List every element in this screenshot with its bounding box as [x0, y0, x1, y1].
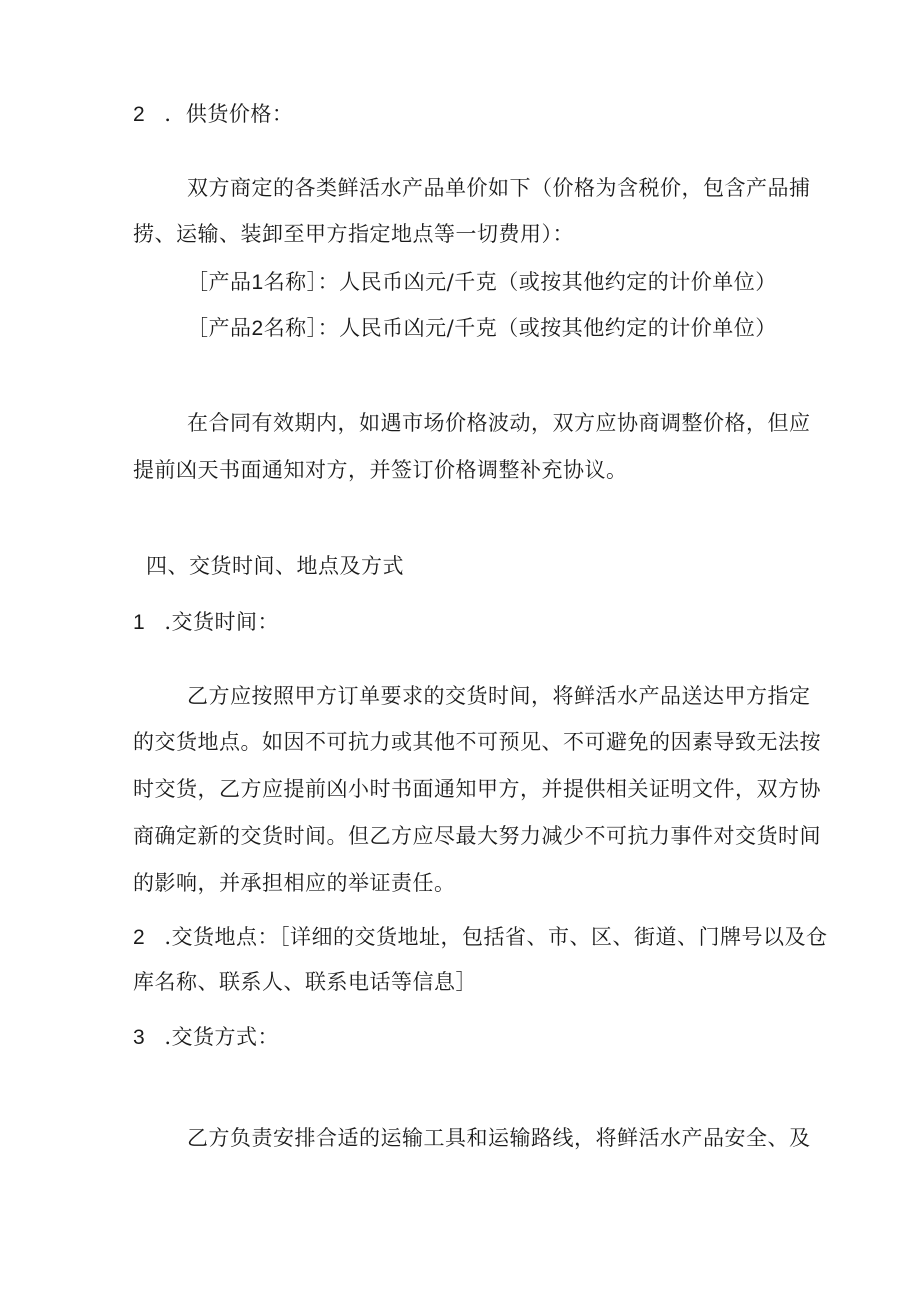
- supply-price-heading: [133, 104, 293, 125]
- delivery-time-line4: 商确定新的交货时间。但乙方应尽最大努力减少不可抗力事件对交货时间: [133, 824, 821, 848]
- price-para1-line2: 捞、运输、装卸至甲方指定地点等一切费用）：: [133, 222, 574, 246]
- product2-prefix: ［产品: [187, 316, 252, 340]
- product1-number: 1: [251, 271, 264, 294]
- product1-line: [187, 272, 777, 293]
- price-para2-line2: 提前凶天书面通知对方，并签订价格调整补充协议。: [133, 458, 628, 482]
- heading-text: ．供货价格：: [164, 102, 294, 126]
- item2-number: 2: [133, 926, 146, 949]
- delivery-place-line1: [133, 927, 828, 948]
- price-para1-line1: 双方商定的各类鲜活水产品单价如下（价格为含税价，包含产品捕: [187, 176, 811, 200]
- price-para2-line1: 在合同有效期内，如遇市场价格波动，双方应协商调整价格，但应: [187, 411, 811, 435]
- delivery-time-line2: 的交货地点。如因不可抗力或其他不可预见、不可避免的因素导致无法按: [133, 730, 821, 754]
- product1-suffix: 名称］：人民币凶元/千克（或按其他约定的计价单位）: [263, 270, 777, 294]
- product2-suffix: 名称］：人民币凶元/千克（或按其他约定的计价单位）: [263, 316, 777, 340]
- item3-number: 3: [133, 1026, 146, 1049]
- item1-number: 1: [133, 611, 146, 634]
- item3-heading-text: .交货方式：: [164, 1025, 280, 1049]
- item2-text: .交货地点：［详细的交货地址，包括省、市、区、街道、门牌号以及仓: [164, 925, 828, 949]
- delivery-time-heading: [133, 612, 279, 633]
- delivery-time-line5: 的影响，并承担相应的举证责任。: [133, 871, 456, 895]
- heading-number: 2: [133, 103, 146, 126]
- delivery-time-line1: 乙方应按照甲方订单要求的交货时间，将鲜活水产品送达甲方指定: [187, 684, 811, 708]
- product2-number: 2: [251, 317, 264, 340]
- delivery-place-line2: 库名称、联系人、联系电话等信息］: [133, 970, 477, 994]
- product2-line: [187, 318, 777, 339]
- delivery-method-line1: 乙方负责安排合适的运输工具和运输路线，将鲜活水产品安全、及: [187, 1126, 811, 1150]
- product1-prefix: ［产品: [187, 270, 252, 294]
- delivery-section-title: 四、交货时间、地点及方式: [146, 554, 404, 578]
- item1-heading-text: .交货时间：: [164, 610, 280, 634]
- delivery-method-heading: [133, 1027, 279, 1048]
- delivery-time-line3: 时交货，乙方应提前凶小时书面通知甲方，并提供相关证明文件，双方协: [133, 777, 821, 801]
